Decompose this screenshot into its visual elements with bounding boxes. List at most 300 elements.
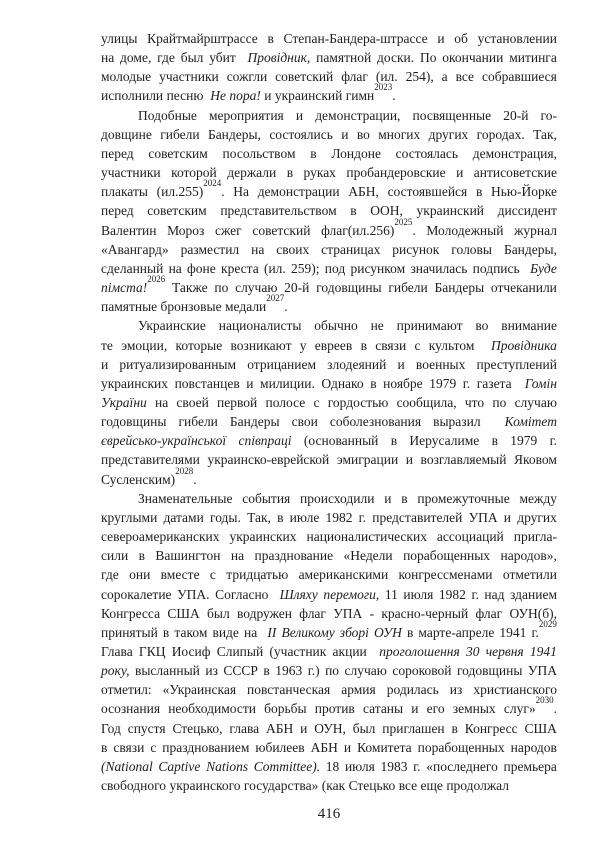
footnote-ref: 2028 (175, 465, 194, 476)
text-word: памятной (316, 50, 372, 66)
text-word: сатаны (362, 701, 404, 717)
text-word: сожгли (226, 69, 268, 85)
text-word: в (451, 720, 458, 736)
text-word: земных (452, 701, 496, 717)
text-word: Степан-Бандера-штрассе (283, 31, 428, 46)
italic-text: Провідник (247, 50, 307, 66)
text-word: 1983 (380, 758, 408, 774)
text-word: повстанческая (247, 682, 331, 698)
text-word (466, 644, 480, 660)
text-word: государства» (243, 778, 319, 794)
text-word (101, 395, 147, 411)
text-word: глава (229, 720, 260, 736)
text-word: многих (378, 126, 421, 142)
text-word (323, 587, 379, 603)
text-word: бронзовые (160, 299, 222, 315)
text-word: г. (471, 586, 479, 602)
text-word: Год (101, 720, 121, 736)
text-word: осознания (101, 701, 161, 717)
text-word: 1982 (438, 586, 466, 602)
text-word: посвященные (412, 107, 492, 123)
text-word: что (464, 394, 485, 410)
text-word: Бандеры, (207, 126, 261, 142)
text-word: продолжал (446, 778, 510, 794)
text-word: Молодежный (426, 222, 504, 238)
text-word (379, 644, 460, 660)
text-word: из (205, 663, 218, 679)
text-line (101, 242, 557, 261)
text-word: в (101, 739, 108, 755)
text-word: Нью-Йорке (491, 184, 557, 200)
text-word: Сусленским)$^{2028}$. (101, 465, 197, 487)
text-line (101, 395, 557, 414)
text-word (206, 759, 248, 775)
text-word (491, 338, 557, 354)
text-word: евреев (314, 337, 353, 353)
italic-text: Шляху (279, 586, 318, 602)
italic-text: пора! (229, 88, 261, 104)
text-word: все (398, 778, 418, 794)
text-word: злодеяний (327, 356, 387, 372)
text-line (101, 491, 557, 510)
text-line (101, 618, 557, 644)
text-word: 18 (325, 758, 340, 774)
text-word: отметил: (101, 682, 152, 698)
text-word (525, 376, 557, 392)
text-line (101, 146, 557, 165)
text-word: гибели (388, 280, 428, 296)
text-word: в (267, 31, 274, 46)
text-word: На (233, 184, 249, 200)
text-word: свободного (101, 778, 167, 794)
text-word: таком (174, 624, 208, 640)
text-line (101, 376, 557, 395)
text-word: США (167, 605, 200, 621)
text-word: армия (341, 682, 376, 698)
text-word (254, 759, 320, 775)
text-word: культом (428, 337, 475, 353)
text-word: сделанный (101, 260, 164, 276)
footnote-ref: 2023 (374, 82, 393, 93)
text-word: 259); (291, 260, 320, 276)
text-word: диссидент (497, 203, 557, 219)
text-word: флаг (299, 605, 326, 621)
text-word: националисты (218, 318, 302, 334)
text-word: песню (166, 88, 204, 104)
text-word: демонстрации, (315, 107, 401, 123)
text-word: водружен (236, 605, 292, 621)
text-word: 254), (405, 69, 434, 85)
text-word: сжег (215, 222, 242, 238)
text-word: Вашингтон (155, 548, 221, 564)
text-word: г. (413, 758, 421, 774)
text-word: состоялись (269, 126, 333, 142)
text-word: военных (415, 356, 466, 372)
text-word: Слипый (216, 644, 264, 659)
paragraph (101, 108, 557, 319)
text-word: случаю (514, 394, 557, 410)
paragraph (101, 318, 557, 490)
footnote-ref: 2029 (538, 618, 557, 629)
text-word: украинский (416, 203, 485, 219)
text-word: с (150, 739, 157, 755)
text-word: связи (113, 739, 145, 755)
text-word: с (414, 337, 421, 353)
text-line (101, 178, 557, 203)
text-word: юбилеев (255, 739, 305, 755)
text-word: соболезнования (329, 414, 422, 430)
text-word: об (454, 31, 468, 46)
text-word: $(ил.255)^{2024}$. (156, 178, 225, 200)
paragraph (101, 31, 557, 108)
text-word: Комитета (357, 739, 412, 755)
text-word: родилась (386, 682, 439, 698)
text-word: газета (476, 375, 512, 391)
text-line (101, 695, 557, 720)
text-word (340, 625, 369, 641)
text-word: Конгресс (464, 720, 518, 736)
text-word: советский (275, 69, 334, 85)
text-word: значилась (410, 260, 468, 276)
text-word: случаю (344, 663, 387, 679)
text-word: Иосиф (171, 644, 211, 659)
footnote-ref: 2026 (147, 274, 166, 285)
text-word: Так, (533, 126, 557, 142)
text-line (101, 338, 557, 357)
text-word: (ил. (263, 260, 286, 276)
text-word: свои (291, 414, 318, 430)
text-word: украинских (229, 529, 297, 545)
text-word: в (370, 375, 377, 391)
text-word: ноябре (383, 375, 423, 391)
text-word: против (314, 701, 355, 717)
text-word: памятные (101, 299, 158, 315)
text-word: советским (148, 145, 208, 161)
text-word: Яковом (514, 452, 557, 468)
text-word: тридцатью (226, 567, 289, 583)
text-word: Глава (101, 644, 133, 659)
text-line (101, 663, 557, 682)
text-word: США (524, 720, 557, 736)
text-line (101, 759, 557, 778)
text-word: по (325, 663, 340, 679)
text-word: и (411, 701, 419, 717)
text-line (101, 293, 557, 318)
text-word: ритуализированным (119, 356, 237, 372)
text-word: го- (540, 107, 557, 123)
text-word: Также (172, 280, 208, 296)
text-word (210, 88, 226, 104)
text-word: эмоции, (121, 337, 168, 353)
text-word: «Недели (343, 548, 393, 564)
text-word: г. (462, 375, 471, 391)
text-word: пригла- (513, 529, 557, 545)
text-word: эмиграции (336, 452, 399, 468)
text-word: связи (375, 337, 407, 353)
text-word: АБН (266, 720, 294, 736)
text-word: у (299, 337, 307, 353)
text-word: внимание (501, 318, 557, 334)
text-line (101, 414, 557, 433)
text-line (101, 682, 557, 701)
italic-text: України (101, 394, 147, 410)
text-word: мероприятия (208, 107, 284, 123)
text-word: и (300, 720, 308, 736)
text-word: промежуточные (417, 490, 510, 506)
text-word (229, 88, 261, 104)
italic-text: Committee). (253, 758, 321, 774)
text-word: июля (403, 586, 434, 602)
text-word: еще (420, 778, 443, 794)
italic-text: проголошення (379, 644, 460, 659)
text-word: УПА (468, 509, 498, 525)
text-word: советским (147, 203, 207, 219)
text-word: принимают (396, 318, 463, 334)
text-word: доски. (377, 50, 415, 66)
text-word: июля (344, 758, 375, 774)
text-line (101, 548, 557, 567)
text-word (238, 433, 291, 449)
text-word: порабощенных (403, 548, 491, 564)
text-word: и (503, 509, 512, 525)
text-word: улицы (101, 31, 138, 46)
text-word: ОУН, (314, 720, 346, 736)
footnote-ref: 2024 (203, 178, 222, 189)
text-word: марте-апреле (418, 624, 495, 640)
text-word: в (263, 663, 270, 679)
text-word: на (230, 548, 245, 564)
text-word: зданием (510, 586, 557, 602)
text-word (505, 414, 557, 430)
text-word: флаг (341, 69, 368, 85)
text-line (101, 465, 557, 491)
text-word: необходимости (168, 701, 256, 717)
text-word: с (209, 567, 216, 583)
text-word: демонстрация, (472, 145, 557, 161)
text-word: во (356, 126, 370, 142)
italic-text: співпраці (238, 433, 292, 449)
text-line (101, 31, 557, 50)
text-word: «последнего (426, 758, 498, 774)
text-word (101, 433, 226, 449)
text-word: полосе (265, 394, 306, 410)
text-line (101, 216, 557, 242)
text-line (101, 721, 557, 740)
text-word: УПА. (177, 586, 210, 602)
text-word: происходили (300, 490, 375, 506)
italic-text: Nations (206, 758, 249, 774)
text-word: - (369, 605, 375, 621)
text-word: с (313, 394, 320, 410)
italic-text: перемоги, (323, 586, 380, 602)
text-word: Знаменательные (138, 490, 233, 506)
text-word: в (406, 624, 414, 640)
text-word (267, 625, 276, 641)
text-word (530, 261, 557, 277)
text-word: 20-й (503, 107, 529, 123)
text-word: Мороз (167, 222, 205, 238)
text-word: Украинские (138, 318, 206, 334)
text-word: 11 (384, 586, 398, 602)
text-word: посольством (222, 145, 296, 161)
text-word: те (101, 337, 113, 353)
text-line (101, 778, 557, 797)
text-word: сорокалетие (101, 586, 172, 602)
text-line (101, 69, 557, 88)
text-word: годовщины (456, 663, 523, 679)
text-word: своей (176, 394, 209, 410)
text-word: был (180, 50, 204, 66)
text-word: своих (276, 241, 310, 257)
text-word: ассоциаций (436, 529, 504, 545)
text-word: и (437, 31, 445, 46)
text-word: и (384, 490, 392, 506)
italic-text: червня (485, 644, 524, 659)
text-word: Конгресса (101, 605, 161, 621)
text-line (101, 567, 557, 586)
text-word: страницах (321, 241, 381, 257)
text-word (280, 587, 318, 603)
text-word: на (154, 394, 169, 410)
text-line (101, 318, 557, 337)
text-word: советский (252, 222, 311, 238)
text-word: руках (303, 165, 336, 181)
text-word (101, 274, 166, 296)
text-word: под (324, 260, 346, 276)
italic-text: 1941 (529, 644, 557, 659)
text-word: Валентин (101, 222, 157, 238)
text-word: окончании (442, 50, 504, 66)
text-word: красно-черный (381, 605, 469, 621)
text-word: г. (358, 509, 367, 525)
text-word: в (401, 490, 408, 506)
text-word: антисоветские (473, 165, 557, 181)
text-word: события (242, 490, 291, 506)
text-word: г. (549, 433, 557, 449)
text-word: убит (209, 50, 236, 66)
text-word: где (101, 567, 119, 583)
text-word: в (491, 433, 498, 449)
text-word: УПА (333, 605, 363, 621)
text-word: а (441, 69, 448, 85)
text-word: и (101, 356, 109, 372)
text-word: 20-й (284, 280, 310, 296)
text-word: и (405, 452, 413, 468)
text-word: и (341, 126, 349, 142)
text-word: пробандеровские (346, 165, 446, 181)
text-word: североамериканских (101, 529, 220, 545)
text-word: гимн$^{2023}$. (345, 82, 396, 104)
text-word: АБН (310, 739, 338, 755)
text-word: перед (101, 145, 134, 161)
text-word: все (455, 69, 475, 85)
text-line (101, 510, 557, 529)
text-word: христианского (473, 682, 557, 698)
text-line (101, 203, 557, 222)
text-word: 1941 (499, 624, 527, 640)
text-word: и (456, 165, 464, 181)
text-word: на (244, 624, 258, 640)
text-line (101, 261, 557, 280)
text-word: обычно (314, 318, 358, 334)
text-word: участники (101, 165, 161, 181)
text-word: гордостью (327, 394, 389, 410)
text-word: высланный (134, 663, 200, 679)
text-word: его (426, 701, 445, 717)
text-word: круглыми (101, 509, 158, 525)
italic-text: 30 (465, 644, 480, 659)
text-word: первой (217, 394, 258, 410)
text-word: виде (212, 624, 239, 640)
text-word (530, 644, 557, 660)
text-word: доме, (120, 50, 152, 66)
paragraph (101, 491, 557, 798)
text-word: из (449, 682, 463, 698)
text-word: креста (221, 260, 259, 276)
text-word: городах. (476, 126, 525, 142)
page-number: 416 (317, 806, 341, 822)
italic-text: II (267, 624, 277, 640)
text-line (101, 357, 557, 376)
text-word: по (214, 280, 229, 296)
text-word: конгрессменами (398, 567, 493, 583)
text-word: в (138, 548, 145, 564)
text-word: (ил. (375, 69, 398, 85)
text-word: фоне (187, 260, 216, 276)
text-word: преступлений (476, 356, 557, 372)
text-word: представителей (372, 509, 463, 525)
text-word: исполнили (101, 88, 164, 104)
text-word: которые (175, 337, 223, 353)
italic-text: (National (101, 758, 153, 774)
text-word: «Авангард» (101, 241, 169, 257)
text-line (101, 127, 557, 146)
text-word: 1963 (275, 663, 303, 679)
text-word: где (157, 50, 175, 66)
text-word: собравшиеся (482, 69, 557, 85)
text-word: гибели (178, 414, 218, 430)
text-word: Стецько (348, 778, 396, 794)
text-word: Лондоне (331, 145, 381, 161)
text-word: 1979 (510, 433, 538, 449)
text-word: Подобные (138, 107, 197, 123)
text-word: на (101, 50, 115, 66)
text-word: вместе (160, 567, 200, 583)
text-word: участники (159, 69, 219, 85)
text-word: СССР (223, 663, 258, 679)
text-word: г.) (307, 663, 320, 679)
text-word: во (475, 318, 489, 334)
text-word: был (207, 605, 230, 621)
text-line (101, 50, 557, 69)
text-word: держали (227, 165, 277, 181)
text-word: Крайтмайрштрассе (147, 31, 258, 46)
text-word: других (428, 126, 469, 142)
text-word (101, 759, 153, 775)
text-word (374, 625, 402, 641)
text-word: в (390, 433, 398, 449)
text-word: 1982 (325, 509, 353, 525)
text-word: повстанцев (174, 375, 240, 391)
text-word: порабощенных (417, 739, 505, 755)
text-word: в (475, 184, 483, 200)
text-word: ООН, (370, 203, 403, 219)
text-word: и (397, 356, 405, 372)
text-line (101, 740, 557, 759)
text-word: рисунком (350, 260, 406, 276)
text-line (101, 644, 557, 663)
text-line (101, 108, 557, 127)
